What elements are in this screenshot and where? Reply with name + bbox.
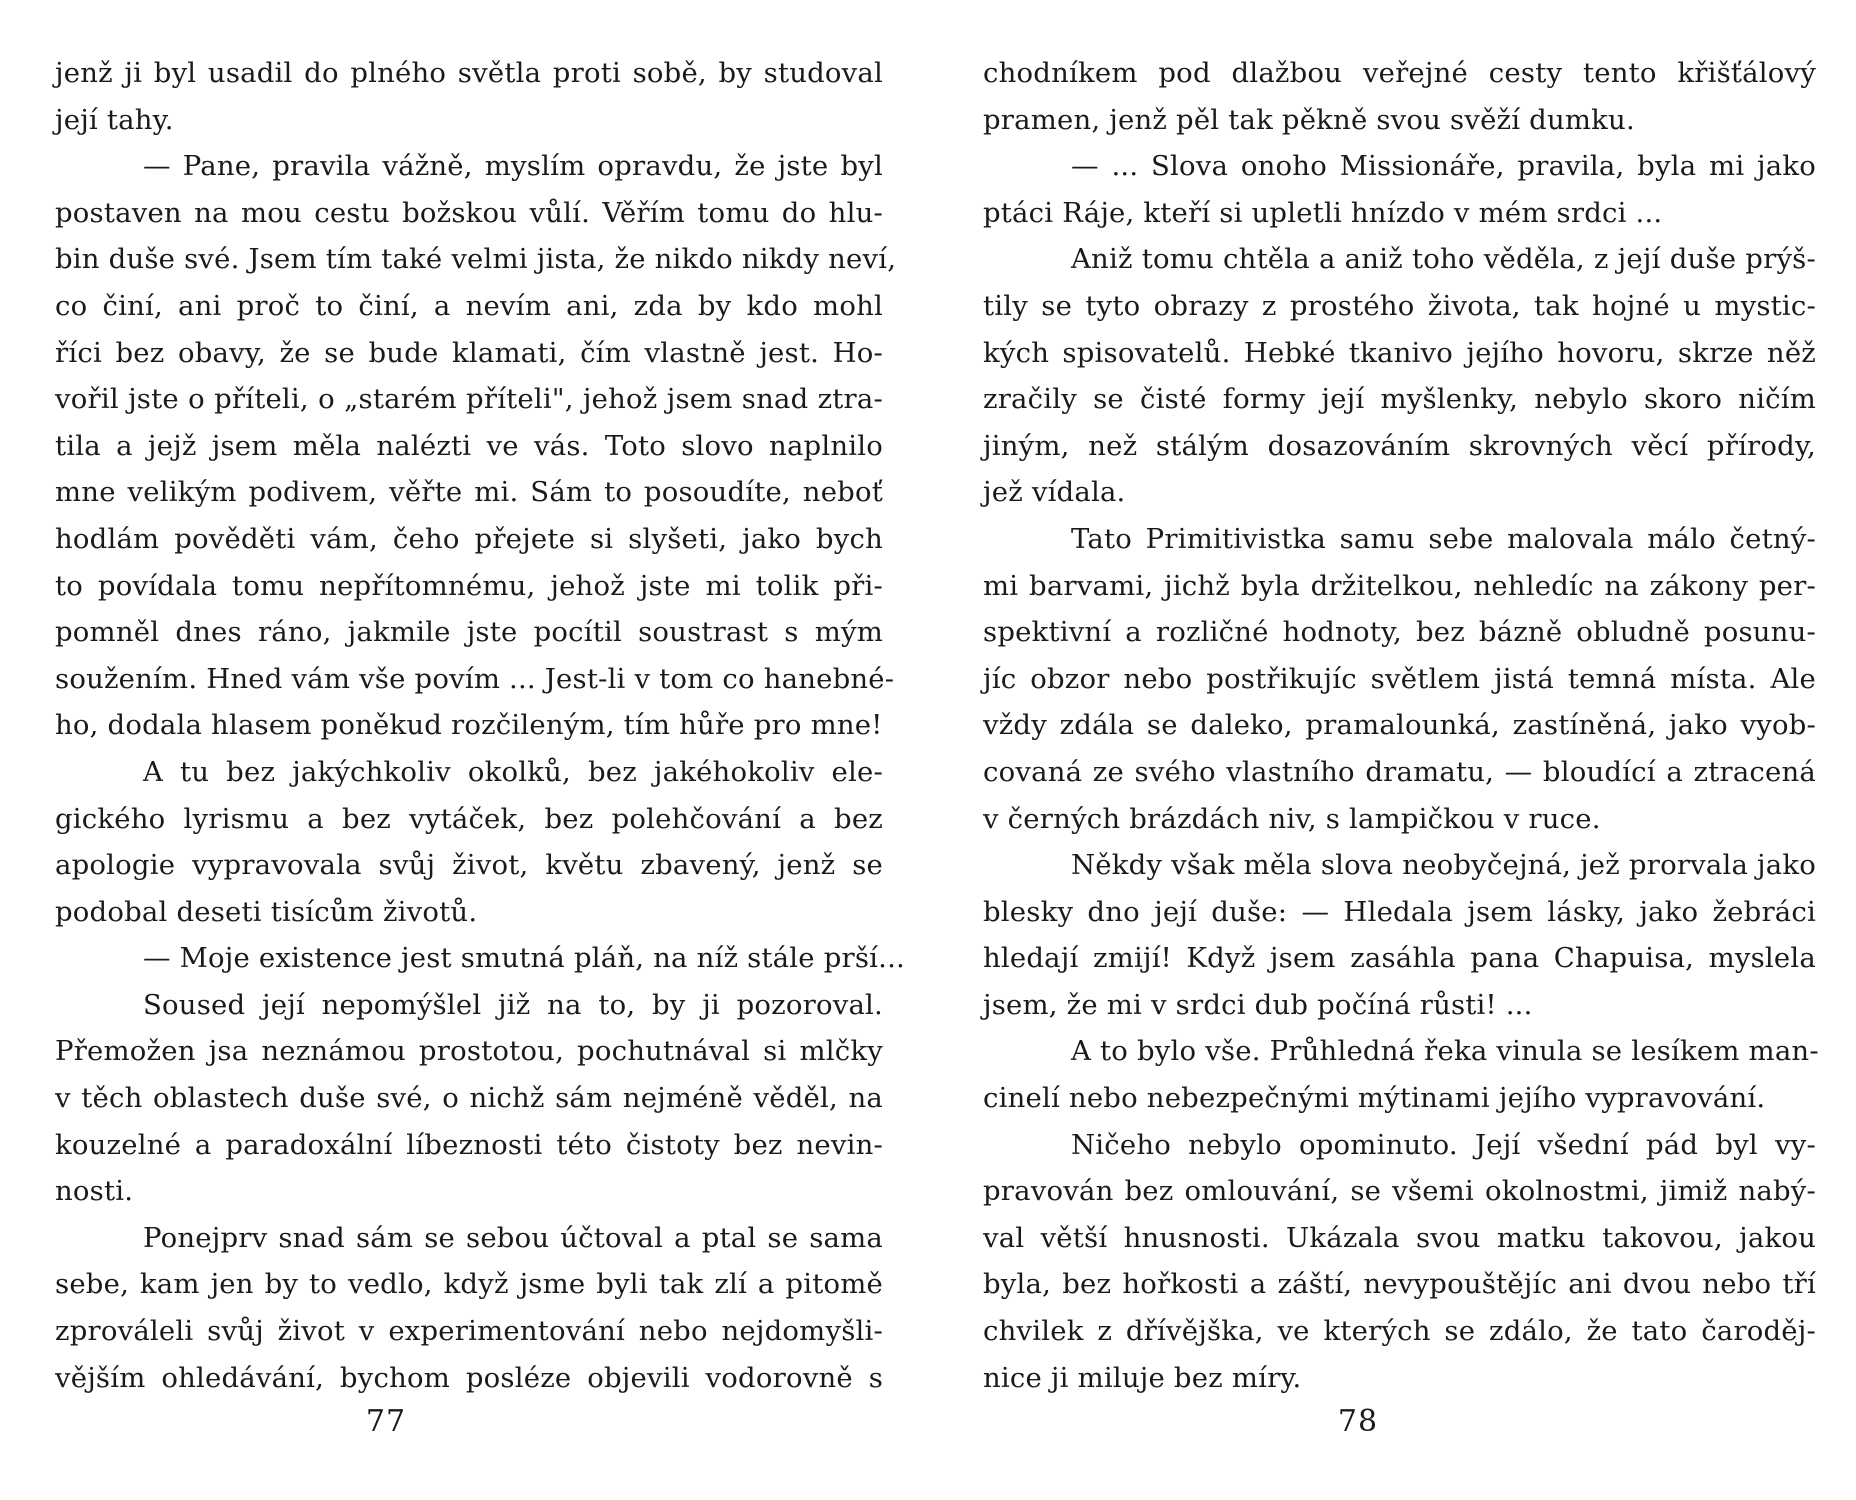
text-line: kouzelné a paradoxální líbeznosti této čistoty bez nevin- (55, 1128, 883, 1161)
right-page-text (983, 50, 1819, 1401)
text-line: covaná ze svého vlastního dramatu, — bloudící a ztracená (983, 755, 1816, 788)
text-line: hodlám pověděti vám, čeho přejete si slyšeti, jako bych (55, 522, 883, 555)
text-line: jíc obzor nebo postřikujíc světlem jistá temná místa. Ale (983, 662, 1816, 695)
text-line: zprováleli svůj život v experimentování nebo nejdomyšli- (55, 1315, 883, 1348)
text-line: nosti. (55, 1175, 134, 1208)
text-line: gického lyrismu a bez vytáček, bez polehčování a bez (55, 802, 883, 835)
text-line: Soused její nepomýšlel již na to, by ji pozoroval. (143, 988, 883, 1021)
text-line: vějším ohledávání, bychom posléze objevili vodorovně s (55, 1361, 883, 1394)
text-line: její tahy. (55, 103, 174, 136)
text-line: — ... Slova onoho Missionáře, pravila, byla mi jako (1071, 150, 1816, 183)
text-line: nice ji miluje bez míry. (983, 1361, 1302, 1394)
text-line: — Moje existence jest smutná pláň, na níž stále prší... (143, 942, 905, 975)
text-line: tila a jejž jsem měla nalézti ve vás. Toto slovo naplnilo (55, 429, 883, 462)
text-line: pravován bez omlouvání, se všemi okolnostmi, jimiž nabý- (983, 1175, 1816, 1208)
text-line: pramen, jenž pěl tak pěkně svou svěží dumku. (983, 103, 1635, 136)
text-line: podobal deseti tisícům životů. (55, 895, 478, 928)
text-line: soužením. Hned vám vše povím ... Jest-li v tom co hanebné- (55, 662, 895, 695)
text-line: cinelí nebo nebezpečnými mýtinami jejího vypravování. (983, 1082, 1766, 1115)
text-line: mi barvami, jichž byla držitelkou, nehledíc na zákony per- (983, 569, 1816, 602)
text-line: A to bylo vše. Průhledná řeka vinula se lesíkem man- (1071, 1035, 1819, 1068)
left-page-text (55, 50, 905, 1401)
text-line: v černých brázdách niv, s lampičkou v ruce. (983, 802, 1601, 835)
text-line: říci bez obavy, že se bude klamati, čím vlastně jest. Ho- (55, 336, 883, 369)
text-line: jenž ji byl usadil do plného světla proti sobě, by studoval (55, 57, 883, 89)
text-line: jež vídala. (983, 476, 1126, 509)
text-line: vždy zdála se daleko, pramalounká, zastíněná, jako vyob- (983, 709, 1816, 742)
text-line: v těch oblastech duše své, o nichž sám nejméně věděl, na (55, 1082, 883, 1115)
text-line: zračily se čisté formy její myšlenky, nebylo skoro ničím (983, 383, 1816, 416)
text-line: Aniž tomu chtěla a aniž toho věděla, z její duše prýš- (1071, 243, 1816, 276)
text-line: byla, bez hořkosti a záští, nevypouštějíc ani dvou nebo tří (983, 1268, 1816, 1301)
text-line: mne velikým podivem, věřte mi. Sám to posoudíte, neboť (55, 476, 883, 509)
text-line: spektivní a rozličné hodnoty, bez bázně obludně posunu- (983, 616, 1816, 649)
text-line: sebe, kam jen by to vedlo, když jsme byli tak zlí a pitomě (55, 1268, 883, 1301)
text-line: val větší hnusnosti. Ukázala svou matku takovou, jakou (983, 1221, 1816, 1254)
text-line: apologie vypravovala svůj život, květu zbavený, jenž se (55, 849, 883, 882)
left-page-number: 77 (365, 1404, 407, 1439)
right-page-number: 78 (1337, 1404, 1379, 1439)
text-line: Ponejprv snad sám se sebou účtoval a ptal se sama (143, 1221, 883, 1254)
text-line: chvilek z dřívějška, ve kterých se zdálo, že tato čaroděj- (983, 1315, 1816, 1348)
text-line: — Pane, pravila vážně, myslím opravdu, že jste byl (143, 150, 883, 183)
text-line: co činí, ani proč to činí, a nevím ani, zda by kdo mohl (55, 289, 883, 322)
text-line: ho, dodala hlasem poněkud rozčileným, tím hůře pro mne! (55, 709, 883, 742)
text-line: jsem, že mi v srdci dub počíná růsti! ... (983, 988, 1533, 1021)
text-line: Někdy však měla slova neobyčejná, jež prorvala jako (1071, 849, 1816, 882)
text-line: A tu bez jakýchkoliv okolků, bez jakéhokoliv ele- (143, 755, 883, 788)
text-line: jiným, než stálým dosazováním skrovných věcí přírody, (983, 429, 1816, 462)
text-line: Ničeho nebylo opominuto. Její všední pád byl vy- (1071, 1128, 1816, 1161)
text-line: kých spisovatelů. Hebké tkanivo jejího hovoru, skrze něž (983, 336, 1816, 369)
text-line: Tato Primitivistka samu sebe malovala málo četný- (1071, 522, 1816, 555)
text-line: pomněl dnes ráno, jakmile jste pocítil soustrast s mým (55, 616, 883, 649)
text-line: hledají zmijí! Když jsem zasáhla pana Chapuisa, myslela (983, 942, 1816, 975)
right-page (928, 0, 1856, 1500)
text-line: to povídala tomu nepřítomnému, jehož jste mi tolik při- (55, 569, 883, 602)
text-line: blesky dno její duše: — Hledala jsem lásky, jako žebráci (983, 895, 1816, 928)
text-line: bin duše své. Jsem tím také velmi jista, že nikdo nikdy neví, (55, 243, 897, 276)
text-line: chodníkem pod dlažbou veřejné cesty tento křišťálový (983, 57, 1816, 89)
text-line: ptáci Ráje, kteří si upletli hnízdo v mém srdci ... (983, 196, 1663, 229)
text-line: vořil jste o příteli, o „starém příteli", jehož jsem snad ztra- (55, 383, 883, 416)
text-line: Přemožen jsa neznámou prostotou, pochutnával si mlčky (55, 1035, 883, 1068)
text-line: postaven na mou cestu božskou vůlí. Věřím tomu do hlu- (55, 196, 883, 229)
text-line: tily se tyto obrazy z prostého života, tak hojné u mystic- (983, 289, 1816, 322)
